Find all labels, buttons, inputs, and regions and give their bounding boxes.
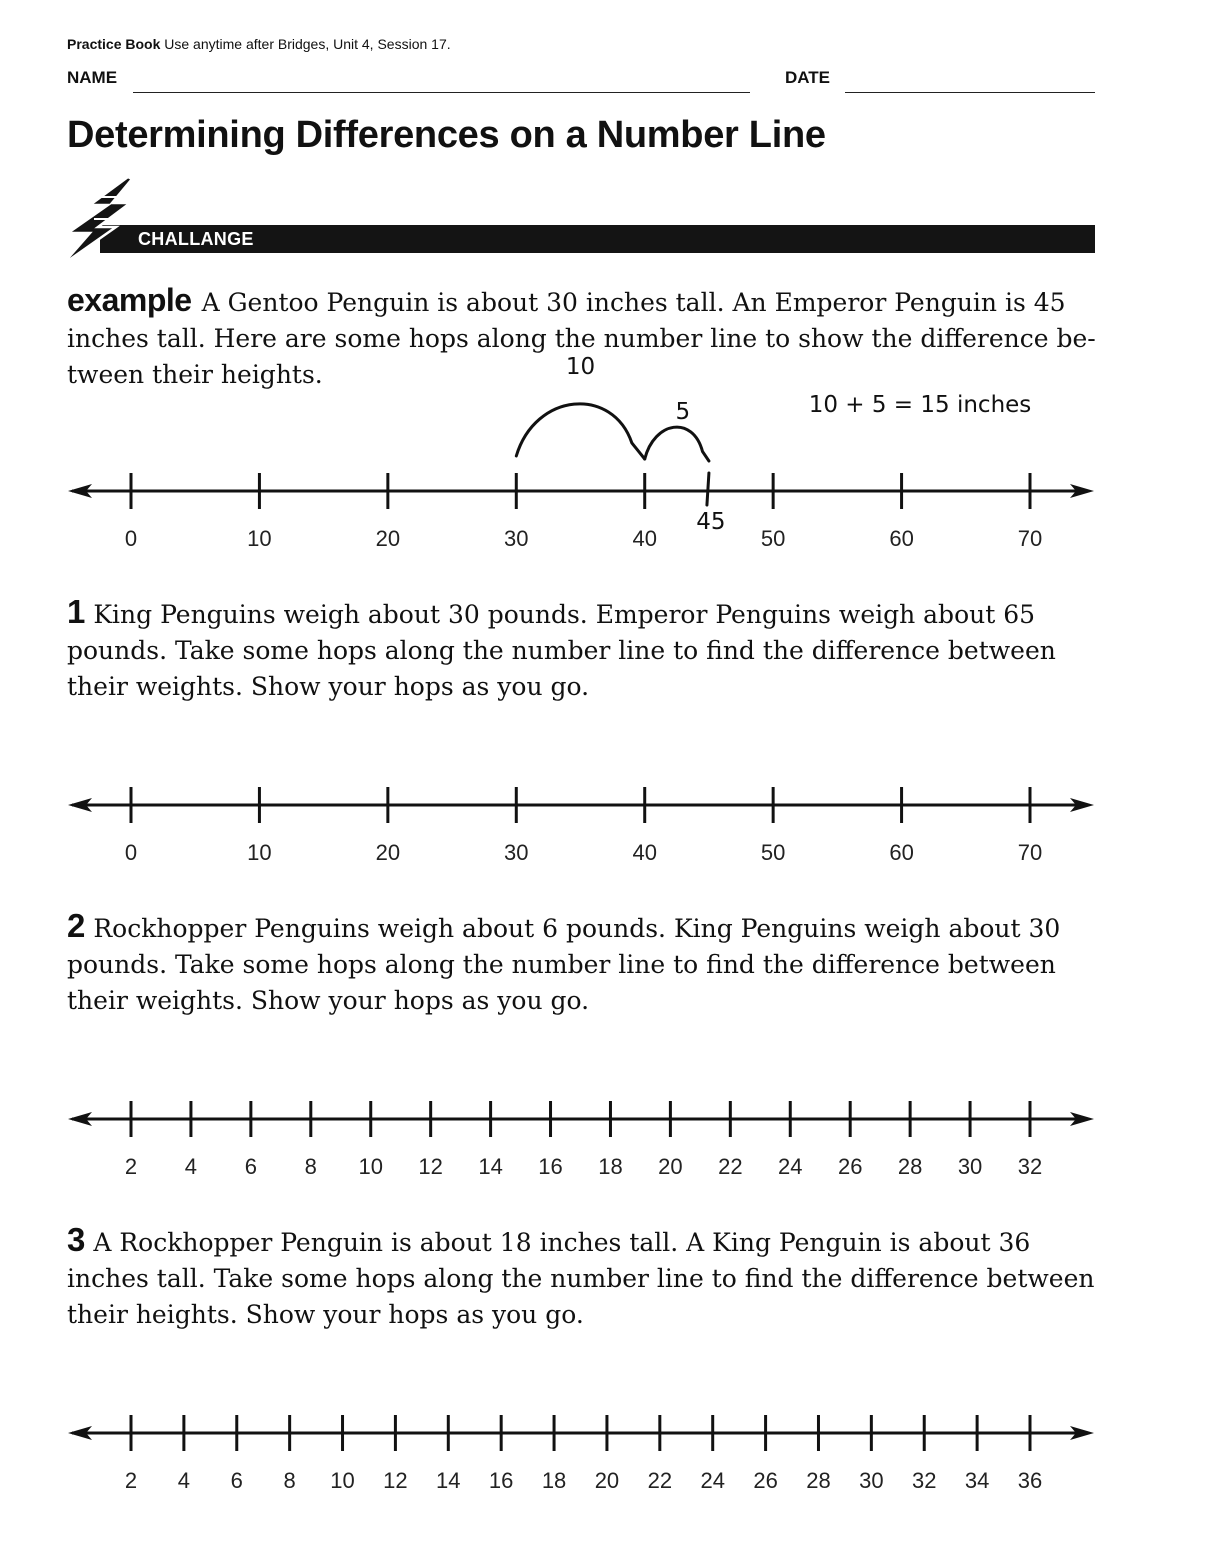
problem-3-number: 3: [67, 1221, 86, 1258]
tick-label: 24: [778, 1154, 803, 1179]
tick-label: 22: [647, 1468, 673, 1493]
tick-label: 4: [177, 1468, 191, 1493]
date-label: DATE: [785, 68, 831, 87]
tick-label: 14: [478, 1154, 503, 1179]
tick-label: 30: [859, 1468, 884, 1493]
tick-label: 16: [488, 1468, 514, 1493]
tick-label: 6: [244, 1154, 257, 1179]
practice-book-label: Practice Book: [67, 36, 161, 52]
tick-label: 20: [658, 1154, 683, 1179]
tick-label: 36: [1017, 1468, 1043, 1493]
tick-label: 70: [1017, 526, 1043, 551]
tick-label: 14: [436, 1468, 461, 1493]
tick-label: 28: [897, 1154, 923, 1179]
tick-label: 10: [247, 526, 272, 551]
tick-label: 40: [632, 840, 657, 865]
tick-label: 60: [889, 840, 914, 865]
tick-label: 2: [124, 1154, 138, 1179]
tick-label: 18: [541, 1468, 567, 1493]
tick-label: 24: [700, 1468, 725, 1493]
example-text: A Gentoo Penguin is about 30 inches tall. An Emperor Penguin is 45 inches tall. Here are some hops along the number line to show the difference be-tween their heights.: [67, 288, 1096, 389]
tick-label: 0: [124, 840, 138, 865]
hop-label: 5: [675, 399, 691, 425]
problem-1-number: 1: [67, 593, 86, 630]
hop-arc: [516, 404, 644, 459]
tick-label: 16: [538, 1154, 563, 1179]
problem-3-number-line[interactable]: [0, 1398, 1210, 1498]
equation-text: 10 + 5 = 15 inches: [808, 392, 1032, 418]
usage-note: Use anytime after Bridges, Unit 4, Session 17.: [164, 36, 451, 52]
tick-label: 70: [1017, 840, 1043, 865]
hop-arc: [645, 427, 709, 461]
example-label: example: [67, 282, 192, 318]
marked-value-label: 45: [696, 509, 726, 535]
problem-1-paragraph: [67, 594, 1107, 705]
tick-label: 50: [760, 840, 786, 865]
tick-label: 22: [718, 1154, 743, 1179]
tick-label: 40: [632, 526, 657, 551]
tick-label: 4: [184, 1154, 198, 1179]
problem-1-text: King Penguins weigh about 30 pounds. Emperor Penguins weigh about 65 pounds. Take some hops along the number line to find the difference between their weights. Show your hops as you go.: [67, 600, 1056, 701]
challenge-label: CHALLANGE: [138, 229, 254, 249]
problem-3-text: A Rockhopper Penguin is about 18 inches tall. A King Penguin is about 36 inches tall. Take some hops along the number line to find the difference between their heights. Show your hops as you go.: [67, 1228, 1095, 1329]
example-number-line: [0, 354, 1210, 560]
tick-label: 30: [504, 526, 529, 551]
tick-label: 10: [358, 1154, 383, 1179]
name-label: NAME: [67, 68, 118, 87]
tick-label: 6: [230, 1468, 243, 1493]
tick-label: 30: [957, 1154, 983, 1179]
problem-2-number: 2: [67, 907, 86, 944]
problem-2-number-line[interactable]: [0, 1084, 1210, 1184]
tick-label: 10: [330, 1468, 355, 1493]
lightning-bolt-icon: [60, 175, 140, 267]
tick-label: 26: [753, 1468, 778, 1493]
tick-label: 20: [594, 1468, 620, 1493]
tick-label: 20: [375, 840, 401, 865]
page-title: Determining Differences on a Number Line: [67, 114, 826, 156]
tick-label: 60: [889, 526, 914, 551]
tick-label: 12: [418, 1154, 443, 1179]
problem-1-number-line[interactable]: [0, 770, 1210, 870]
problem-3-paragraph: [67, 1222, 1107, 1333]
tick-label: 32: [911, 1468, 937, 1493]
tick-label: 10: [247, 840, 272, 865]
header-note: [67, 36, 451, 52]
tick-label: 28: [806, 1468, 831, 1493]
tick-label: 8: [304, 1154, 317, 1179]
marked-tick: [707, 473, 709, 505]
tick-label: 18: [598, 1154, 623, 1179]
tick-label: 8: [283, 1468, 296, 1493]
tick-label: 50: [760, 526, 786, 551]
tick-label: 32: [1017, 1154, 1043, 1179]
hop-label: 10: [565, 354, 596, 380]
tick-label: 26: [837, 1154, 863, 1179]
tick-label: 30: [504, 840, 529, 865]
tick-label: 0: [124, 526, 138, 551]
tick-label: 12: [383, 1468, 408, 1493]
problem-2-paragraph: [67, 908, 1107, 1019]
tick-label: 34: [964, 1468, 990, 1493]
tick-label: 20: [375, 526, 401, 551]
tick-label: 2: [124, 1468, 138, 1493]
problem-2-text: Rockhopper Penguins weigh about 6 pounds. King Penguins weigh about 30 pounds. Take some hops along the number line to find the difference between their weights. Show your hops as you go.: [67, 914, 1061, 1015]
name-field[interactable]: [133, 92, 750, 93]
date-field[interactable]: [845, 92, 1095, 93]
